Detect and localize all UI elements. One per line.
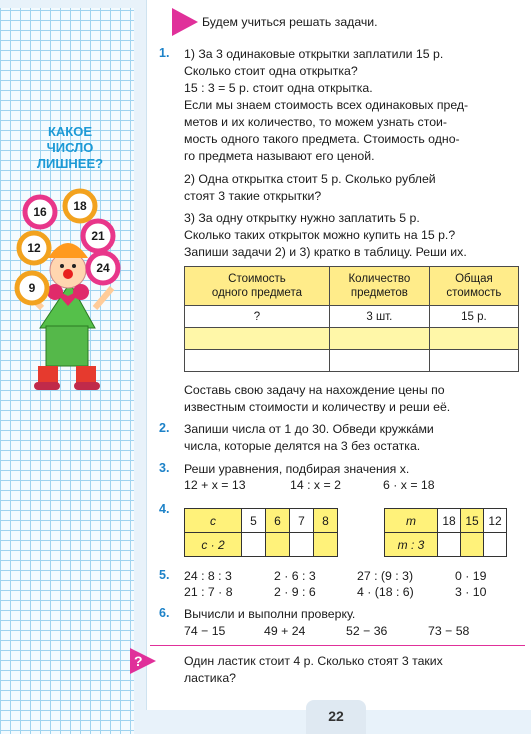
sidebar-title-line: ЛИШНЕЕ? [36,156,104,171]
table-cell: 6 [266,509,290,533]
table-cell: 15 [461,509,484,533]
equation: 14 : x = 2 [290,478,341,492]
table-row [185,328,519,350]
page-title: Будем учиться решать задачи. [202,15,378,29]
table-row [185,306,519,328]
question-flag-icon [130,648,156,674]
task-number: 1. [159,46,170,60]
table-m [384,508,507,557]
table-cell: 8 [314,509,338,533]
bonus-line: ластика? [184,671,236,685]
task-number: 5. [159,568,170,582]
expression: 27 : (9 : 3) [357,569,414,583]
ball-number: 21 [91,229,105,243]
table-row [185,533,338,557]
task1-line: 15 : 3 = 5 р. стоит одна открытка. [184,81,373,95]
table-row [385,533,507,557]
task1-line: 3) За одну открытку нужно заплатить 5 р. [184,211,420,225]
equation: 6 · x = 18 [383,478,435,492]
equation: 12 + x = 13 [184,478,246,492]
table-cell [484,533,507,557]
divider [150,645,525,646]
task1-line: стоят 3 такие открытки? [184,189,322,203]
table-cell: 12 [484,509,507,533]
table-row [185,350,519,372]
expression: 73 − 58 [428,624,470,638]
task1-line: 1) За 3 одинаковые открытки заплатили 15 р. [184,47,444,61]
table-cell [329,328,429,350]
table-cell [185,328,330,350]
table-cell [429,350,518,372]
table-cell [314,533,338,557]
expression: 21 : 7 · 8 [184,585,233,599]
table-var-cell: m [385,509,438,533]
table-cell: 7 [290,509,314,533]
task-number: 3. [159,461,170,475]
table-c [184,508,338,557]
ball-number: 12 [27,241,41,255]
table-cell [429,328,518,350]
sidebar-title-line: КАКОЕ [47,124,93,139]
task2-line: числа, которые делятся на 3 без остатка. [184,439,421,453]
ball-number: 9 [28,281,36,295]
task1-line: метов и их количество, то можем узнать стои- [184,115,447,129]
task1-line: мость одного такого предмета. Стоимость одно- [184,132,460,146]
table-cell: 15 р. [429,306,518,328]
table-row [185,509,338,533]
section-flag-icon [172,8,198,36]
task-number: 6. [159,606,170,620]
table-var-cell: c [185,509,242,533]
table-cell [461,533,484,557]
task-number: 4. [159,502,170,516]
table-cell: 18 [438,509,461,533]
table-cell [290,533,314,557]
table-cell [438,533,461,557]
task1-line: го предмета называют его ценой. [184,149,375,163]
table-cell: 5 [242,509,266,533]
bonus-line: Один ластик стоит 4 р. Сколько стоят 3 таких [184,654,443,668]
table-header-cell: Общая стоимость [429,267,518,306]
table-cell [185,350,330,372]
task6-line: Вычисли и выполни проверку. [184,607,356,621]
task1-line: Сколько таких открыток можно купить на 15 р.? [184,228,456,242]
ball-number: 18 [73,199,87,213]
task2-line: Запиши числа от 1 до 30. Обведи кружкáми [184,422,434,436]
table-cell [266,533,290,557]
table-expr-cell: m : 3 [385,533,438,557]
task1-line: Запиши задачи 2) и 3) кратко в таблицу. Реши их. [184,245,467,259]
question-symbol: ? [134,653,143,669]
table-header-cell: Количество предметов [329,267,429,306]
table-cell: 3 шт. [329,306,429,328]
sidebar-title-line: ЧИСЛО [46,140,94,155]
task1-line: Составь свою задачу на нахождение цены по [184,383,445,397]
price-table [184,266,519,372]
table-header-row [185,267,519,306]
juggling-balls [0,0,134,400]
table-header-cell: Стоимость одного предмета [185,267,330,306]
task3-line: Реши уравнения, подбирая значения x. [184,462,410,476]
expression: 4 · (18 : 6) [357,585,414,599]
task1-line: 2) Одна открытка стоит 5 р. Сколько рублей [184,172,436,186]
ball-number: 24 [96,261,110,275]
expression: 3 · 10 [455,585,487,599]
task1-line: Если мы знаем стоимость всех одинаковых пред- [184,98,469,112]
task-number: 2. [159,421,170,435]
task1-line: Сколько стоит одна открытка? [184,64,358,78]
expression: 74 − 15 [184,624,226,638]
table-expr-cell: c · 2 [185,533,242,557]
expression: 2 · 9 : 6 [274,585,316,599]
expression: 49 + 24 [264,624,306,638]
expression: 0 · 19 [455,569,487,583]
table-cell [329,350,429,372]
ball-number: 16 [33,205,47,219]
page-number: 22 [306,700,366,734]
task1-line: известным стоимости и количеству и реши её. [184,400,451,414]
table-cell: ? [185,306,330,328]
expression: 2 · 6 : 3 [274,569,316,583]
expression: 24 : 8 : 3 [184,569,232,583]
table-row [385,509,507,533]
table-cell [242,533,266,557]
expression: 52 − 36 [346,624,388,638]
